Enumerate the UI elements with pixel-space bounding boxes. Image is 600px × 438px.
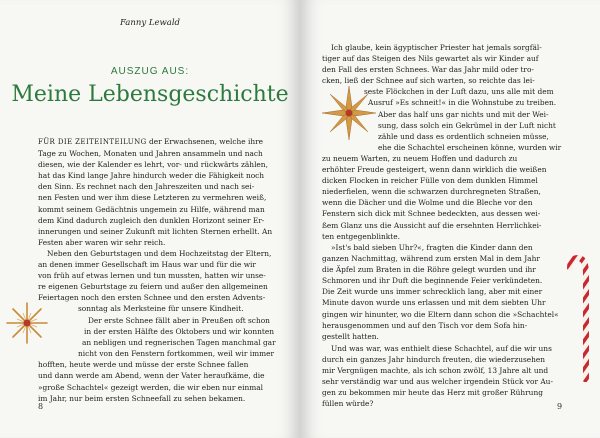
text-line: Die Zeit wurde uns immer schrecklich lang, aber mit einer — [322, 287, 543, 297]
text-line: Fenstern sich dick mit Schnee bedeckten, aus dessen wei- — [322, 209, 541, 219]
text-line: nen Festen und wer ihm diese Letzteren zu vermehren weiß, — [38, 193, 267, 203]
right-paragraph-1 — [322, 42, 567, 242]
text-line: cken, ließ der Schnee auf sich warten, so reichte das lei- — [322, 76, 535, 86]
text-line: Festen aber waren wir sehr reich. — [38, 237, 166, 247]
text-line: ßem Glanz uns die Aussicht auf die ersehnten Herrlichkei- — [322, 220, 542, 230]
text-line: den Sinn. Es rechnet nach den Jahreszeiten und nach sei- — [38, 182, 255, 192]
text-line: Neben den Geburtstagen und dem Hochzeitstag der Eltern, — [47, 249, 272, 258]
text-line: dem Kind dadurch zugleich den dunklen Horizont seiner Er- — [38, 215, 265, 225]
text-line: ehe die Schachtel erscheinen könne, wurden wir — [378, 142, 562, 152]
text-line: sehr verständig war und aus welcher irgendein Stück vor Au- — [322, 377, 553, 387]
text-line: herausgenommen und auf den Tisch vor dem Sofa hin- — [322, 320, 528, 330]
text-line: zähle und dass es ordentlich schneien müsse, — [378, 131, 549, 141]
text-line: niederfielen, wenn die schwarzen durchregneten Straßen, — [322, 187, 541, 197]
text-line: gen zu bekommen mir heute das Herz mit großer Rührung — [322, 388, 543, 398]
text-line: »Ist's bald sieben Uhr?«, fragten die Kinder dann den — [331, 243, 533, 252]
text-line: re eigenen Geburtstage zu feiern und außer den allgemeinen — [38, 282, 268, 292]
left-paragraph-1 — [38, 136, 278, 248]
straw-star-icon — [4, 300, 50, 346]
right-paragraph-2 — [322, 242, 567, 342]
text-line: sonntag als Merksteine für unsere Kindheit. — [78, 304, 244, 314]
text-line: seste Flöckchen in der Luft dazu, uns alle mit dem — [364, 87, 554, 97]
text-line: an denen immer Gesellschaft im Haus war und für die wir — [38, 260, 256, 270]
text-line: wenn die Dächer und die Wolme und die Bleche vor den — [322, 198, 533, 208]
right-page — [300, 0, 600, 438]
text-line: von früh auf etwas lernen und tun mussten, hatten wir unse- — [38, 271, 266, 281]
text-line-rest: der Erwachsenen, welche ihre — [146, 137, 263, 146]
text-line: mir Vergnügen machte, als ich schon zwölf, 13 Jahre alt und — [322, 366, 549, 376]
text-line: tiger auf das Steigen des Nils gewartet als wir Kinder auf — [322, 54, 539, 64]
chapter-kicker: AUSZUG AUS: — [110, 66, 190, 77]
lead-in-smallcaps: FÜR DIE ZEITEINTEILUNG — [38, 138, 147, 146]
left-paragraph-3 — [38, 315, 278, 404]
right-paragraph-3 — [322, 343, 567, 410]
text-line: im Jahr, nur beim ersten Schneefall zu sehen bekamen. — [38, 393, 246, 403]
text-line: Minute davon wurde uns erlassen und mit dem siebten Uhr — [322, 298, 546, 308]
left-paragraph-2 — [38, 248, 278, 315]
text-line: und dann werde am Abend, wenn der Vater heraufkäme, die — [38, 371, 265, 381]
page-number-left: 8 — [38, 402, 44, 411]
text-line: zu neuem Warten, zu neuem Hoffen und dadurch zu — [322, 153, 518, 163]
text-line: innerungen und seiner Zukunft mit lichten Sternen erhellt. An — [38, 226, 273, 236]
text-line: an nebligen und regnerischen Tagen manchmal gar — [82, 338, 276, 348]
text-line: dicken Flocken in reicher Fülle von dem dunklen Himmel — [322, 176, 538, 186]
text-line: hofften, heute werde und müsse der erste Schnee fallen — [38, 360, 249, 370]
text-line: den Fall des ersten Schnees. War das Jahr mild oder tro- — [322, 65, 534, 75]
text-line: Tage zu Wochen, Monaten und Jahren ansammeln und nach — [38, 149, 263, 159]
chapter-title: Meine Lebensgeschichte — [11, 82, 289, 107]
text-line: »große Schachtel« gezeigt werden, die wir eben nur einmal — [38, 382, 263, 392]
text-line: Aber das half uns gar nichts und mit der Wei- — [378, 109, 549, 119]
text-line — [38, 136, 278, 148]
text-line: gingen wir hinunter, wo die Eltern dann schon die »Schachtel« — [322, 309, 559, 319]
text-line: Und was war, was enthielt diese Schachtel, auf die wir uns — [331, 344, 552, 353]
text-line: Ausruf »Es schneit!« in die Wohnstube zu treiben. — [368, 98, 557, 108]
text-line: diesen, wie der Kalender es lehrt, vor- und rückwärts zählen, — [38, 160, 268, 170]
candy-cane-icon — [566, 252, 596, 382]
text-line: nicht von den Fenstern fortkommen, weil wir immer — [78, 349, 275, 359]
text-line: ten entgegenblinkte. — [322, 231, 400, 241]
text-line: die Äpfel zum Braten in die Röhre gelegt wurden und ihr — [322, 265, 536, 275]
text-line: sung, dass solch ein Gekrümel in der Luft nicht — [378, 120, 556, 130]
text-line: durch ein ganzes Jahr hindurch freuten, die wiederzusehen — [322, 355, 546, 365]
text-line: Ich glaube, kein ägyptischer Priester hat jemals sorgfäl- — [331, 43, 542, 52]
text-line: in der ersten Hälfte des Oktobers und wir konnten — [84, 327, 274, 337]
page-number-right: 9 — [557, 402, 563, 411]
text-line: kommt seinem Gedächtnis ungemein zu Hilfe, während man — [38, 204, 265, 214]
text-line: füllen würde? — [322, 399, 374, 409]
text-line: ganzen Nachmittag, während zum ersten Mal in dem Jahr — [322, 254, 540, 264]
text-line: Feiertagen noch den ersten Schnee und den ersten Advents- — [38, 293, 266, 303]
text-line: erhöhter Freude gesteigert, wenn dann wirklich die weißen — [322, 165, 547, 175]
text-line: hat das Kind lange Jahre hindurch weder die Fähigkeit noch — [38, 171, 265, 181]
running-head: Fanny Lewald — [119, 18, 181, 28]
text-line: gestellt hatten. — [322, 331, 379, 341]
text-line: Schmoren und ihr Duft die beginnende Feier verkündeten. — [322, 276, 543, 286]
text-line: Der erste Schnee fällt aber in Preußen oft schon — [88, 316, 270, 325]
